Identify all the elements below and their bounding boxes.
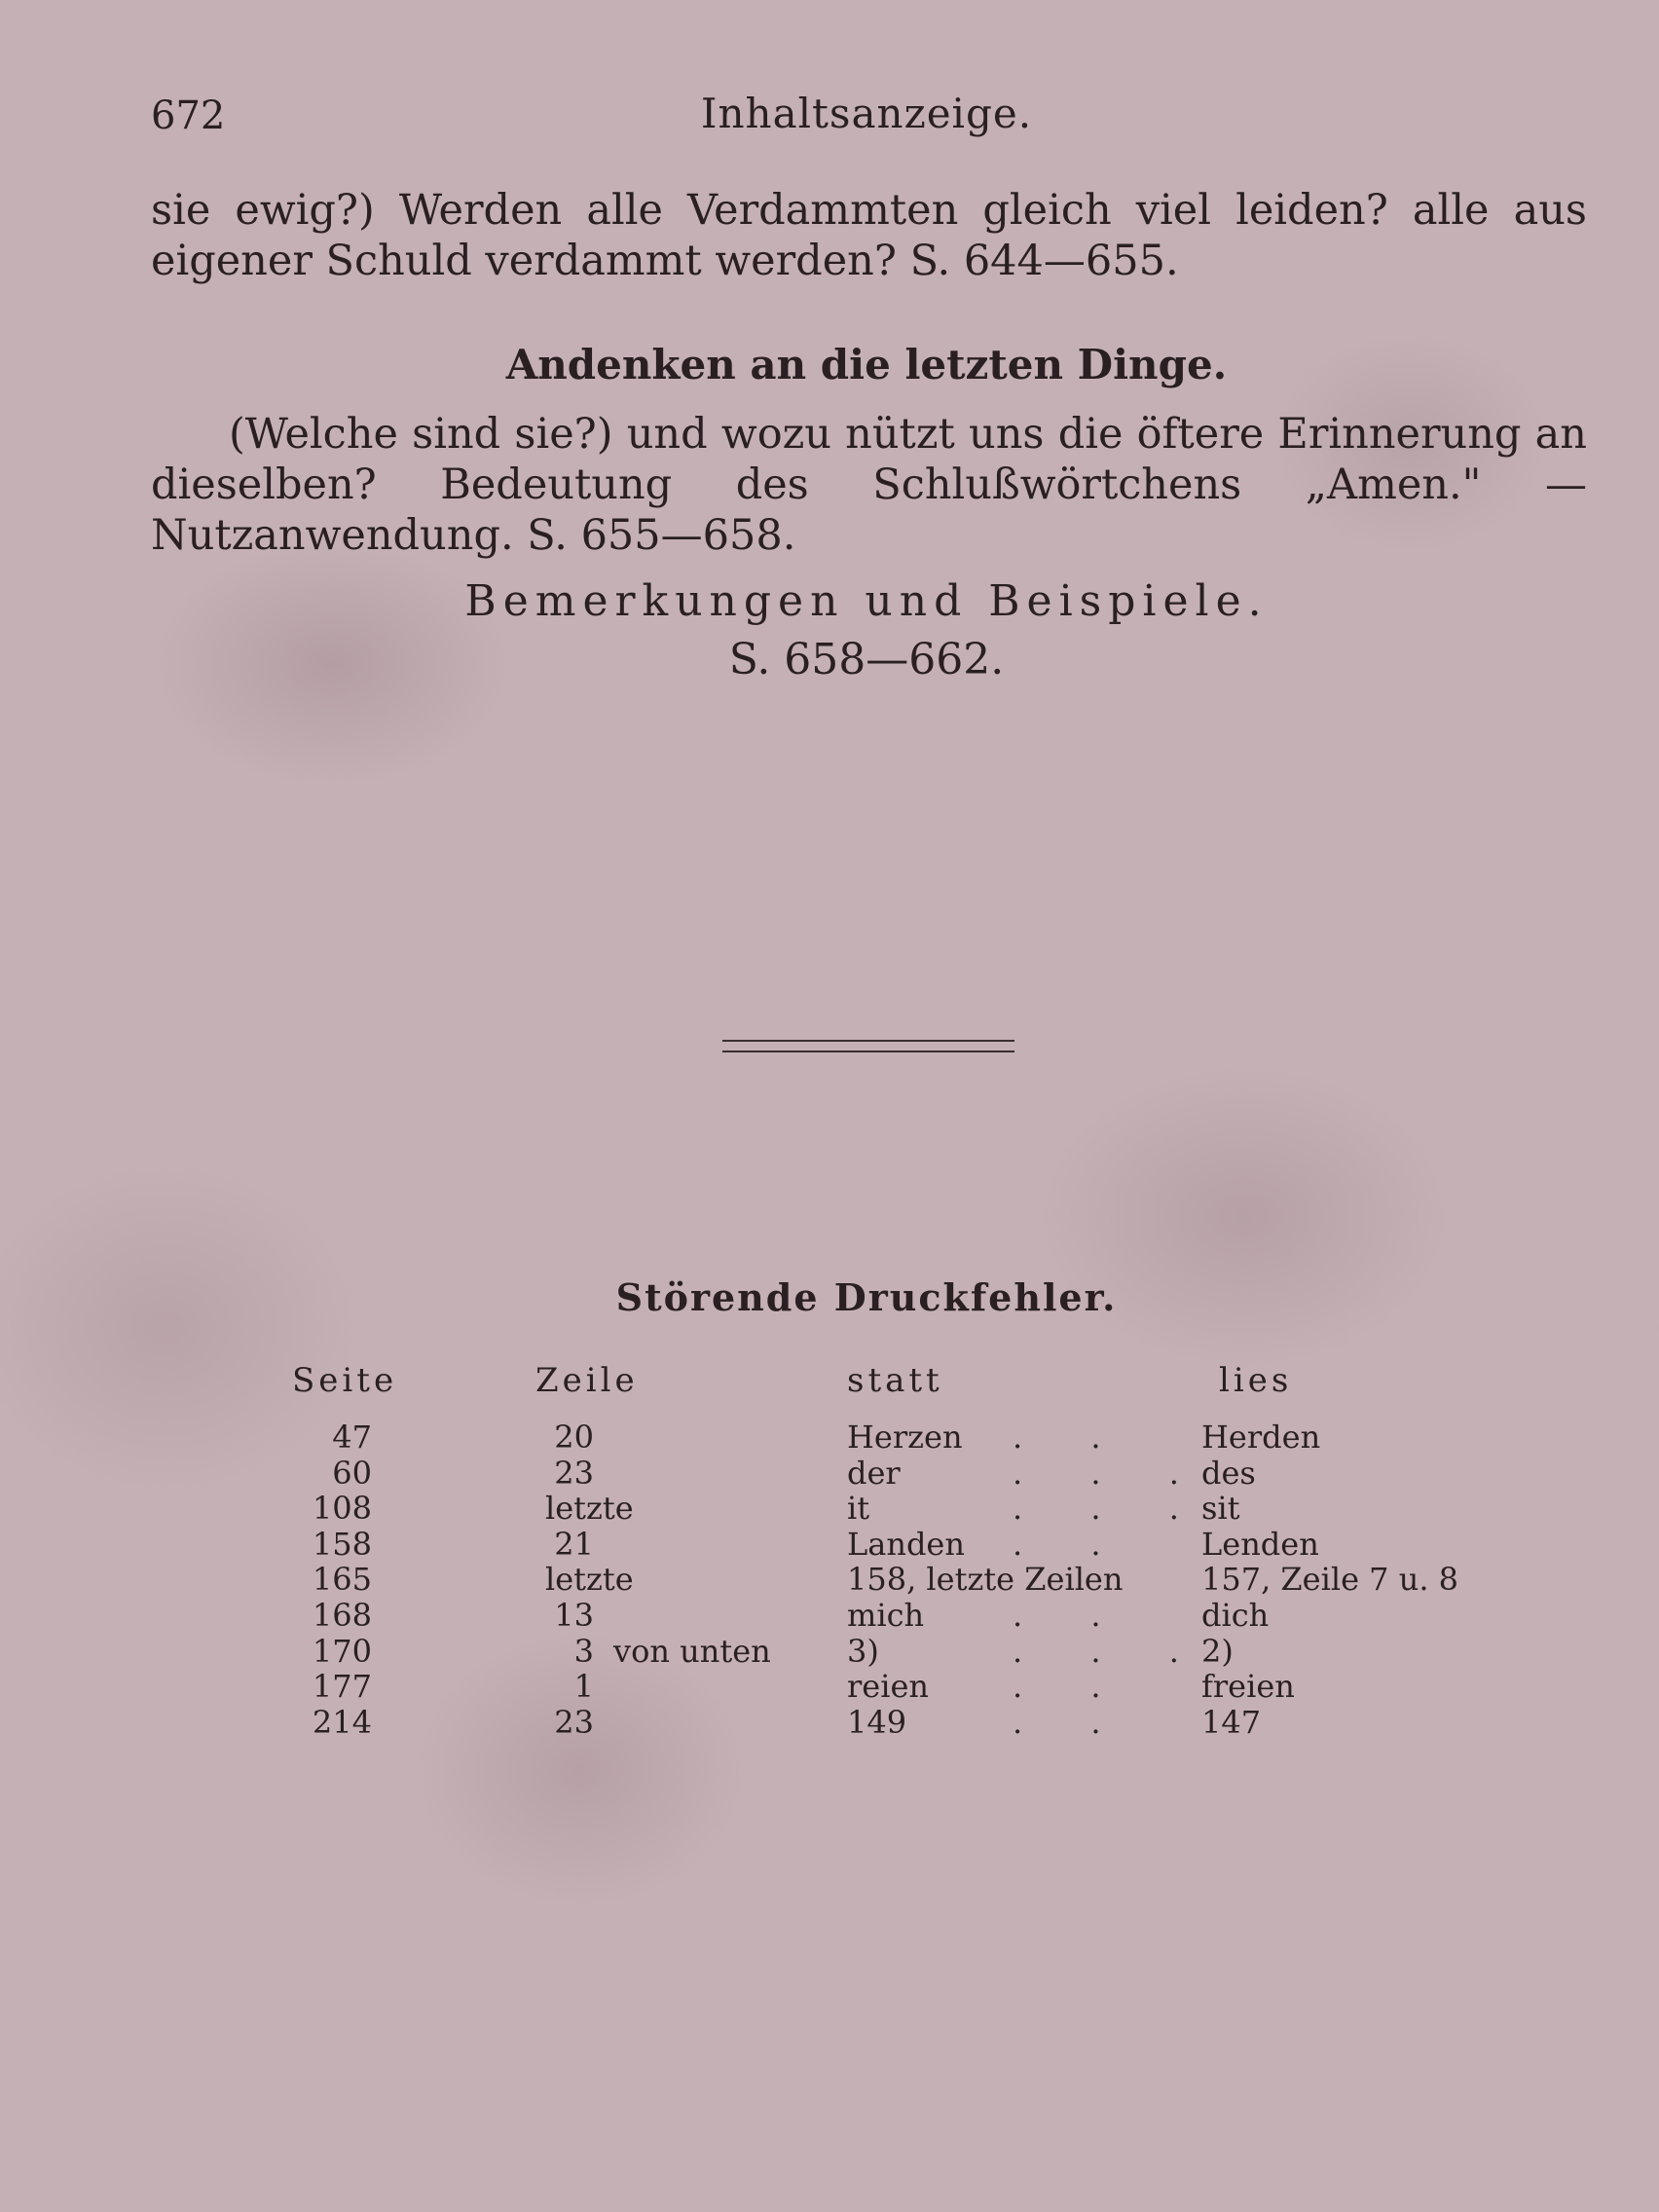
errata-table <box>0 1419 1659 1740</box>
errata-row <box>0 1634 1659 1670</box>
errata-zeile: 13 <box>554 1596 594 1634</box>
errata-seite: 60 <box>332 1454 372 1492</box>
errata-zeile: 1 <box>573 1668 594 1706</box>
errata-seite: 214 <box>312 1703 372 1741</box>
errata-statt: 158, letzte Zeilen <box>847 1561 1124 1599</box>
errata-row <box>0 1456 1659 1492</box>
paragraph-verdammnis: sie ewig?) Werden alle Verdammten gleich viel leiden? alle aus eigener Schuld verdammt werden? S. 644—655. <box>151 186 1587 285</box>
errata-zeile: letzte <box>545 1561 634 1599</box>
section-heading-bemerkungen: Bemerkungen und Beispiele. <box>464 576 1269 626</box>
errata-leader-dots: . . <box>1013 1525 1130 1563</box>
errata-zeile: letzte <box>545 1490 634 1528</box>
errata-leader-dots: . . . <box>1013 1454 1208 1492</box>
errata-seite: 47 <box>332 1419 372 1456</box>
errata-lies: 157, Zeile 7 u. 8 <box>1201 1561 1459 1599</box>
errata-zeile: 20 <box>554 1419 594 1456</box>
errata-leader-dots: . . . <box>1013 1490 1208 1528</box>
errata-column-lies: lies <box>1219 1361 1293 1400</box>
errata-row <box>0 1669 1659 1705</box>
errata-zeile: 21 <box>554 1525 594 1563</box>
errata-row <box>0 1598 1659 1634</box>
errata-seite: 108 <box>312 1490 372 1528</box>
errata-row <box>0 1562 1659 1598</box>
errata-statt: 149 <box>847 1703 907 1741</box>
errata-statt: der <box>847 1454 901 1492</box>
errata-leader-dots: . . <box>1013 1703 1130 1741</box>
errata-leader-dots: . . <box>1013 1668 1130 1706</box>
errata-column-statt: statt <box>847 1361 943 1400</box>
errata-zeile: 23 <box>554 1454 594 1492</box>
errata-statt: reien <box>847 1668 930 1706</box>
errata-statt: Herzen <box>847 1419 963 1456</box>
section-heading-andenken: Andenken an die letzten Dinge. <box>505 341 1228 388</box>
errata-lies: 2) <box>1201 1632 1234 1670</box>
errata-column-zeile: Zeile <box>535 1361 639 1400</box>
errata-column-seite: Seite <box>292 1361 398 1400</box>
errata-row <box>0 1419 1659 1456</box>
errata-row <box>0 1705 1659 1741</box>
errata-seite: 165 <box>312 1561 372 1599</box>
page-number: 672 <box>151 93 226 138</box>
errata-lies: Herden <box>1201 1419 1321 1456</box>
errata-lies: freien <box>1201 1668 1295 1706</box>
errata-row <box>0 1491 1659 1527</box>
errata-lies: 147 <box>1201 1703 1262 1741</box>
errata-row <box>0 1527 1659 1563</box>
double-rule-divider <box>722 1040 1014 1052</box>
errata-statt: Landen <box>847 1525 965 1563</box>
running-head: Inhaltsanzeige. <box>700 90 1033 137</box>
paragraph-andenken: (Welche sind sie?) und wozu nützt uns die öftere Erinnerung an dieselben? Bedeutung des Schlußwörtchens „Amen." — Nutzanwendung. S. 655—658. <box>151 410 1587 560</box>
errata-lies: Lenden <box>1201 1525 1319 1563</box>
errata-leader-dots: . . <box>1013 1419 1130 1456</box>
errata-seite: 177 <box>312 1668 372 1706</box>
errata-heading: Störende Druckfehler. <box>615 1275 1118 1319</box>
errata-zeile: 23 <box>554 1703 594 1741</box>
errata-leader-dots: . . . <box>1013 1632 1208 1670</box>
errata-zusatz: von unten <box>613 1632 771 1670</box>
errata-lies: dich <box>1201 1596 1270 1634</box>
errata-seite: 168 <box>312 1596 372 1634</box>
errata-statt: it <box>847 1490 870 1528</box>
errata-statt: 3) <box>847 1632 879 1670</box>
errata-statt: mich <box>847 1596 925 1634</box>
errata-lies: des <box>1201 1454 1256 1492</box>
errata-seite: 158 <box>312 1525 372 1563</box>
bemerkungen-page-range: S. 658—662. <box>728 635 1005 684</box>
errata-leader-dots: . . <box>1013 1596 1130 1634</box>
errata-zeile: 3 <box>573 1632 594 1670</box>
errata-seite: 170 <box>312 1632 372 1670</box>
errata-lies: sit <box>1201 1490 1240 1528</box>
